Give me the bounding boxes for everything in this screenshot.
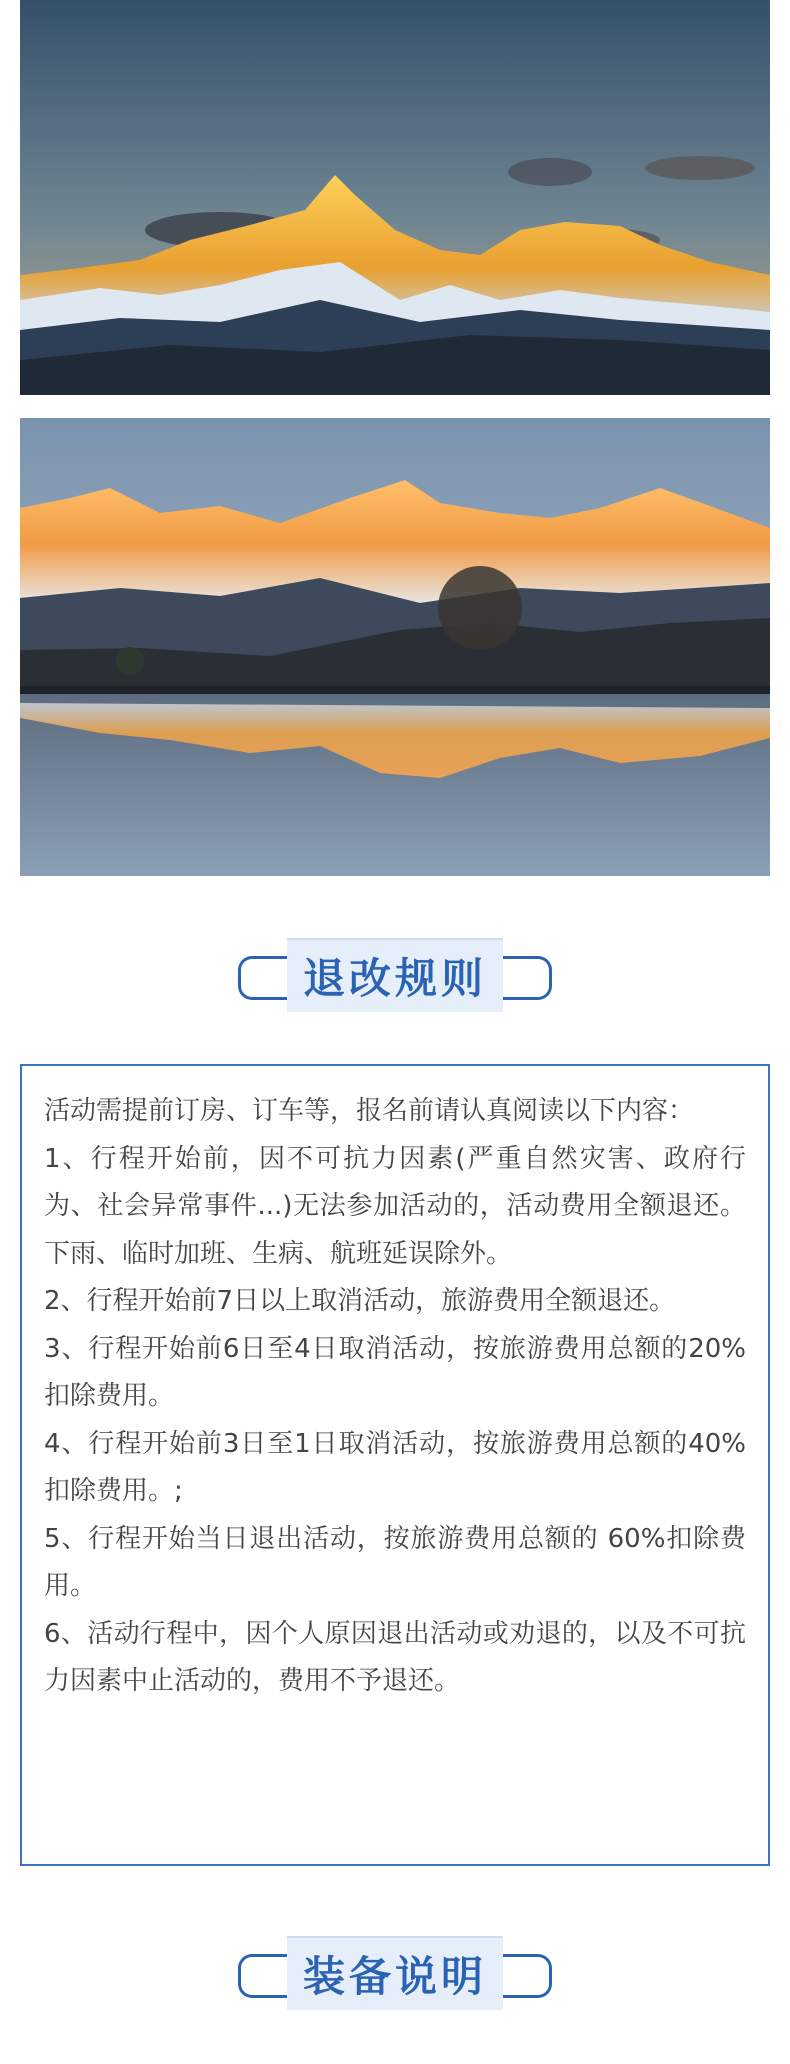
refund-rules-title: 退改规则 — [302, 954, 487, 1003]
rule-item: 1、行程开始前，因不可抗力因素(严重自然灾害、政府行为、社会异常事件...)无法参加活动的，活动费用全额退还。下雨、临时加班、生病、航班延误除外。 — [44, 1143, 746, 1269]
rule-item: 2、行程开始前7日以上取消活动，旅游费用全额退还。 — [44, 1286, 676, 1316]
rule-item: 3、行程开始前6日至4日取消活动，按旅游费用总额的20%扣除费用。 — [44, 1333, 746, 1411]
rule-item: 4、行程开始前3日至1日取消活动，按旅游费用总额的40%扣除费用。; — [44, 1428, 746, 1506]
rules-intro: 活动需提前订房、订车等，报名前请认真阅读以下内容： — [44, 1096, 695, 1126]
mountain-reflection-photo — [20, 418, 770, 876]
rule-item: 6、活动行程中，因个人原因退出活动或劝退的，以及不可抗力因素中止活动的，费用不予退还。 — [44, 1618, 746, 1696]
refund-rules-box — [20, 1064, 770, 1866]
gear-info-title: 装备说明 — [302, 1952, 487, 2001]
gear-info-heading — [0, 1914, 790, 2014]
heading-label-box — [287, 1936, 503, 2010]
heading-label-box — [287, 938, 503, 1012]
refund-rules-heading — [0, 916, 790, 1016]
mountain-sunset-photo — [20, 0, 770, 395]
rule-item: 5、行程开始当日退出活动，按旅游费用总额的 60%扣除费用。 — [44, 1523, 746, 1601]
